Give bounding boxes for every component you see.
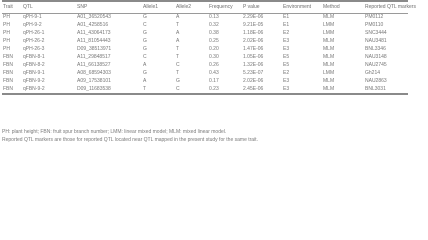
cell-qtl: qFBN-8-2 (23, 62, 45, 68)
cell-allele2: C (176, 86, 180, 92)
cell-p-value: 5.23E-07 (243, 70, 264, 76)
cell-allele1: A (143, 62, 147, 68)
header-rule (2, 13, 408, 14)
table-row (2, 61, 428, 69)
cell-p-value: 1.47E-06 (243, 46, 264, 52)
cell-method: MLM (323, 78, 335, 84)
cell-allele1: G (143, 38, 147, 44)
cell-allele2: T (176, 54, 180, 60)
cell-allele2: G (176, 78, 180, 84)
cell-environment: E2 (283, 30, 290, 36)
cell-snp: A08_68594303 (77, 70, 111, 76)
cell-snp: A11_81054443 (77, 38, 111, 44)
cell-allele2: A (176, 38, 180, 44)
header-trait: Trait (3, 4, 13, 10)
cell-trait: FBN (3, 78, 13, 84)
table-row (2, 53, 428, 61)
cell-allele1: C (143, 54, 147, 60)
cell-frequency: 0.17 (209, 78, 219, 84)
cell-allele2: A (176, 30, 180, 36)
header-frequency: Frequency (209, 4, 233, 10)
cell-environment: E5 (283, 54, 290, 60)
cell-snp: A01_36520543 (77, 14, 111, 20)
qtl-table-container (2, 0, 416, 95)
cell-p-value: 9.21E-05 (243, 22, 264, 28)
cell-frequency: 0.38 (209, 30, 219, 36)
cell-reported-qtl-markers: BNL3346 (365, 46, 386, 52)
cell-qtl: qFBN-8-1 (23, 54, 45, 60)
cell-trait: FBN (3, 62, 13, 68)
cell-reported-qtl-markers: PM0110 (365, 22, 384, 28)
table-footnotes (2, 128, 408, 144)
cell-environment: E3 (283, 78, 290, 84)
cell-environment: E1 (283, 14, 290, 20)
cell-method: LMM (323, 30, 335, 36)
cell-allele1: A (143, 78, 147, 84)
cell-method: LMM (323, 22, 335, 28)
footnote-reported-qtl: Reported QTL markers are those for reported QTL located near QTL mapped in the present study for the same trait. (2, 137, 258, 143)
cell-allele2: A (176, 14, 180, 20)
cell-reported-qtl-markers: Gh214 (365, 70, 381, 76)
cell-allele2: C (176, 62, 180, 68)
table-row (2, 21, 428, 29)
cell-trait: PH (3, 30, 10, 36)
cell-method: MLM (323, 62, 335, 68)
cell-snp: A11_43064173 (77, 30, 111, 36)
cell-allele1: G (143, 70, 147, 76)
cell-frequency: 0.32 (209, 22, 219, 28)
cell-method: MLM (323, 54, 335, 60)
cell-method: MLM (323, 86, 335, 92)
cell-frequency: 0.13 (209, 14, 219, 20)
cell-snp: A01_4258516 (77, 22, 109, 28)
cell-allele2: T (176, 22, 180, 28)
cell-method: MLM (323, 14, 335, 20)
cell-allele1: C (143, 22, 147, 28)
header-snp: SNP (77, 4, 88, 10)
table-row (2, 69, 428, 77)
header-environment: Environment (283, 4, 312, 10)
cell-qtl: qPH-26-2 (23, 38, 45, 44)
cell-snp: A11_29848517 (77, 54, 111, 60)
cell-p-value: 1.18E-06 (243, 30, 264, 36)
cell-allele1: G (143, 46, 147, 52)
cell-environment: E2 (283, 70, 290, 76)
cell-snp: D09_38513971 (77, 46, 112, 52)
cell-p-value: 1.05E-06 (243, 54, 264, 60)
cell-allele1: G (143, 30, 147, 36)
header-allele2: Allele2 (176, 4, 192, 10)
header-qtl: QTL (23, 4, 33, 10)
cell-environment: E3 (283, 46, 290, 52)
cell-trait: FBN (3, 70, 13, 76)
header-reported-qtl-markers: Reported QTL markers (365, 4, 416, 10)
cell-method: MLM (323, 38, 335, 44)
header-method: Method (323, 4, 340, 10)
cell-method: LMM (323, 70, 335, 76)
cell-qtl: qFBN-9-1 (23, 70, 45, 76)
cell-trait: FBN (3, 86, 13, 92)
cell-p-value: 2.45E-06 (243, 86, 264, 92)
table-row (2, 29, 428, 37)
header-allele1: Allele1 (143, 4, 159, 10)
qtl-table (2, 2, 428, 93)
cell-frequency: 0.30 (209, 54, 219, 60)
cell-allele1: T (143, 86, 147, 92)
cell-reported-qtl-markers: NAU3148 (365, 54, 387, 60)
cell-frequency: 0.23 (209, 86, 219, 92)
cell-p-value: 2.02E-06 (243, 78, 264, 84)
cell-snp: A09_17538101 (77, 78, 111, 84)
cell-reported-qtl-markers: NAU2745 (365, 62, 387, 68)
cell-reported-qtl-markers: BNL3031 (365, 86, 386, 92)
cell-trait: FBN (3, 54, 13, 60)
cell-allele2: T (176, 70, 180, 76)
cell-allele2: T (176, 46, 180, 52)
cell-qtl: qPH-26-3 (23, 46, 45, 52)
cell-environment: E3 (283, 86, 290, 92)
cell-frequency: 0.25 (209, 38, 219, 44)
cell-qtl: qFBN-9-2 (23, 78, 45, 84)
cell-reported-qtl-markers: SNC3444 (365, 30, 387, 36)
header-p-value: P value (243, 4, 260, 10)
cell-environment: E3 (283, 38, 290, 44)
table-body (2, 13, 428, 93)
table-row (2, 37, 428, 45)
table-row (2, 85, 428, 93)
cell-reported-qtl-markers: NAU3481 (365, 38, 387, 44)
table-row (2, 77, 428, 85)
cell-frequency: 0.20 (209, 46, 219, 52)
cell-trait: PH (3, 38, 10, 44)
cell-qtl: qPH-9-2 (23, 22, 42, 28)
cell-snp: A11_66138527 (77, 62, 111, 68)
cell-p-value: 1.32E-06 (243, 62, 264, 68)
cell-environment: E5 (283, 62, 290, 68)
cell-trait: PH (3, 14, 10, 20)
cell-p-value: 2.02E-06 (243, 38, 264, 44)
bottom-rule (2, 93, 408, 95)
cell-frequency: 0.26 (209, 62, 219, 68)
cell-reported-qtl-markers: PM0112 (365, 14, 384, 20)
cell-qtl: qPH-9-1 (23, 14, 42, 20)
cell-environment: E1 (283, 22, 290, 28)
cell-trait: PH (3, 46, 10, 52)
cell-allele1: G (143, 14, 147, 20)
table-row (2, 13, 428, 21)
cell-snp: D09_11683538 (77, 86, 111, 92)
footnote-abbreviations: PH: plant height; FBN: fruit spur branch number; LMM: linear mixed model; MLM: mixed linear model. (2, 129, 227, 135)
cell-p-value: 2.29E-06 (243, 14, 264, 20)
cell-qtl: qPH-26-1 (23, 30, 45, 36)
cell-qtl: qFBN-9-2 (23, 86, 45, 92)
table-row (2, 45, 428, 53)
cell-reported-qtl-markers: NAU2863 (365, 78, 387, 84)
table-header-row (2, 2, 428, 13)
cell-frequency: 0.43 (209, 70, 219, 76)
cell-method: MLM (323, 46, 335, 52)
cell-trait: PH (3, 22, 10, 28)
